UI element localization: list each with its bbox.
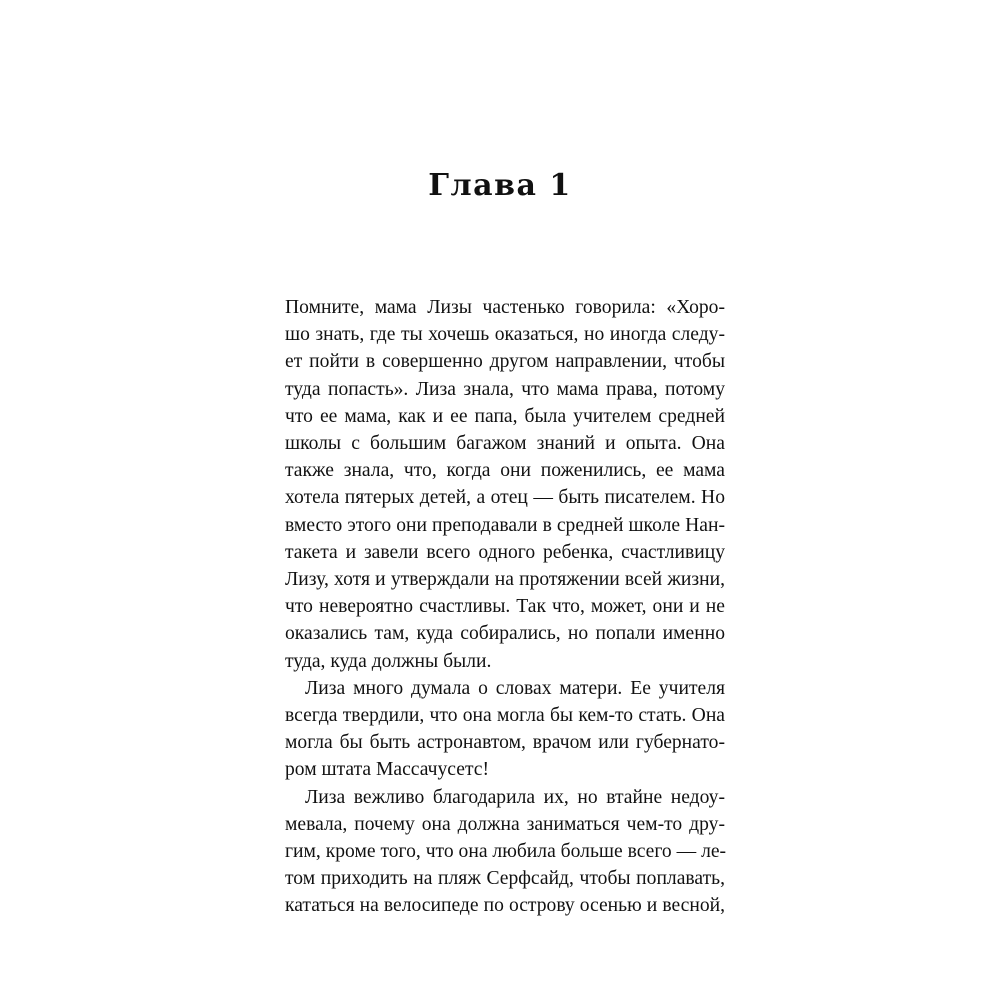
text-line: оказались там, куда собирались, но попали именно xyxy=(285,623,725,645)
text-line: Лизу, хотя и утверждали на протяжении всей жизни, xyxy=(285,569,725,591)
chapter-title: Глава 1 xyxy=(428,168,572,203)
text-line: гим, кроме того, что она любила больше всего — ле- xyxy=(285,841,727,863)
text-line: ром штата Массачусетс! xyxy=(285,759,489,781)
text-line: что ее мама, как и ее папа, была учителем средней xyxy=(285,405,725,427)
text-line: Лиза вежливо благодарила их, но втайне недоу- xyxy=(305,786,725,808)
text-line: туда, куда должны были. xyxy=(285,650,492,672)
text-line: Помните, мама Лизы частенько говорила: «Хоро- xyxy=(285,297,725,318)
text-line: могла бы быть астронавтом, врачом или губернато- xyxy=(285,732,725,754)
text-line: школы с большим багажом знаний и опыта. Она xyxy=(285,433,725,455)
text-line: всегда твердили, что она могла бы кем-то стать. Она xyxy=(285,705,725,727)
text-line: что невероятно счастливы. Так что, может, они и не xyxy=(285,596,725,618)
text-line: такета и завели всего одного ребенка, счастливицу xyxy=(285,541,725,563)
text-line: Лиза много думала о словах матери. Ее учителя xyxy=(305,677,725,699)
text-line: туда попасть». Лиза знала, что мама права, потому xyxy=(285,378,725,400)
text-line: хотела пятерых детей, а отец — быть писателем. Но xyxy=(285,487,725,509)
text-line: кататься на велосипеде по острову осенью и весной, xyxy=(285,895,725,917)
chapter-body xyxy=(285,294,725,920)
text-line: шо знать, где ты хочешь оказаться, но иногда следу- xyxy=(285,324,725,346)
text-line: том приходить на пляж Серфсайд, чтобы поплавать, xyxy=(285,868,725,890)
text-line: также знала, что, когда они поженились, ее мама xyxy=(285,460,725,482)
text-line: мевала, почему она должна заниматься чем-то дру- xyxy=(285,813,725,835)
text-line: ет пойти в совершенно другом направлении, чтобы xyxy=(285,351,725,373)
text-line: вместо этого они преподавали в средней школе Нан- xyxy=(285,514,725,536)
